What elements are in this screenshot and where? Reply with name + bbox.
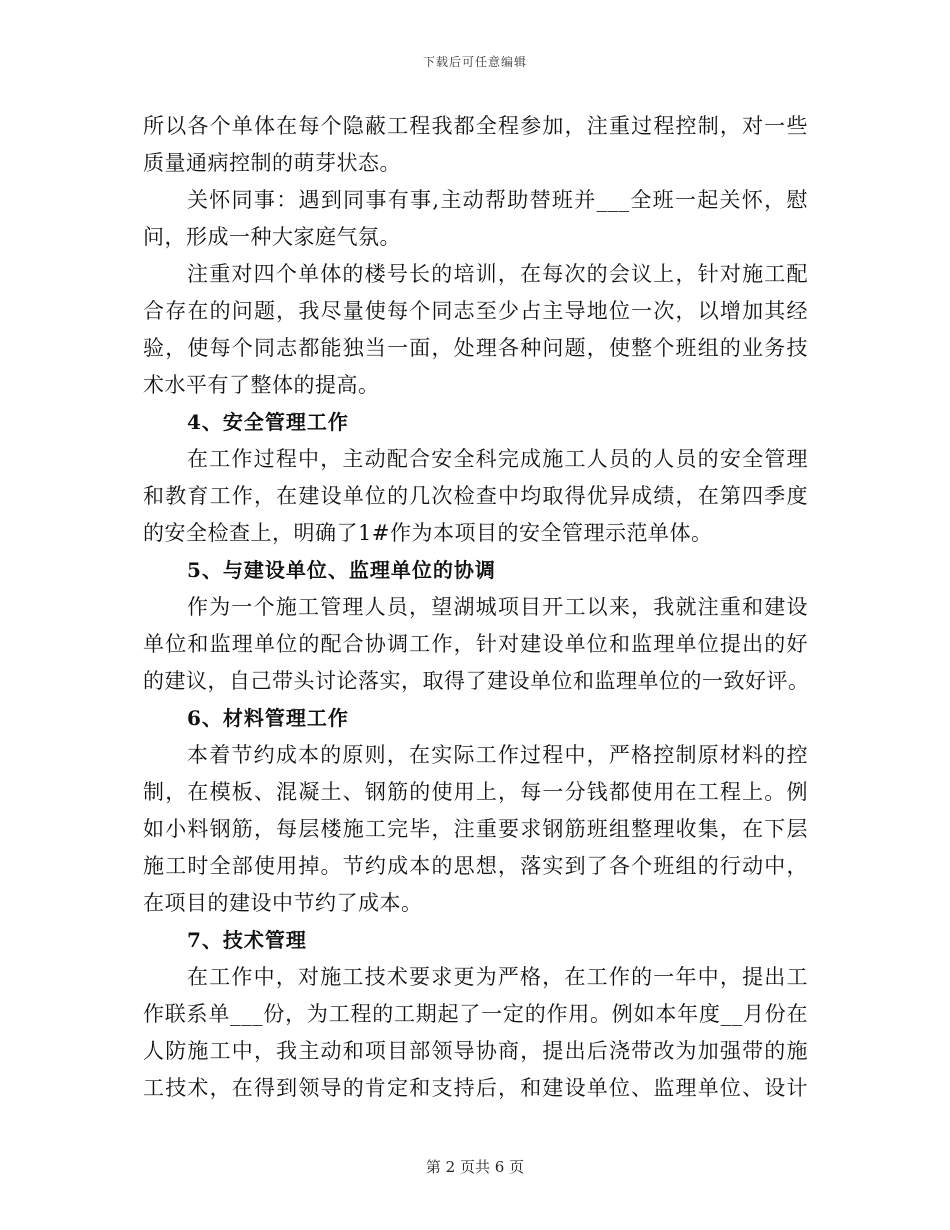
text-line: 本着节约成本的原则，在实际工作过程中，严格控制原材料的控 xyxy=(187,743,808,767)
text-line: 关怀同事：遇到同事有事,主动帮助替班并___全班一起关怀，慰 xyxy=(187,188,808,212)
paragraph xyxy=(143,108,808,182)
text-line: 注重对四个单体的楼号长的培训，在每次的会议上，针对施工配 xyxy=(187,262,808,286)
section-heading: 7、技术管理 xyxy=(187,928,307,952)
text-line: 施工时全部使用掉。节约成本的思想，落实到了各个班组的行动中， xyxy=(143,854,808,878)
text-line: 人防施工中，我主动和项目部领导协商，提出后浇带改为加强带的施 xyxy=(143,1039,808,1063)
paragraph xyxy=(143,737,808,922)
text-line: 单位和监理单位的配合协调工作，针对建设单位和监理单位提出的好 xyxy=(143,632,808,656)
page-header: 下载后可任意编辑 xyxy=(422,55,527,69)
text-line: 在工作过程中，主动配合安全科完成施工人员的人员的安全管理 xyxy=(187,447,808,471)
paragraph xyxy=(143,589,808,700)
text-line: 质量通病控制的萌芽状态。 xyxy=(143,151,401,175)
text-line: 的建议，自己带头讨论落实，取得了建设单位和监理单位的一致好评。 xyxy=(143,669,810,693)
paragraph xyxy=(143,959,808,1107)
text-line: 如小料钢筋，每层楼施工完毕，注重要求钢筋班组整理收集，在下层 xyxy=(143,817,808,841)
page-footer: 第 2 页共 6 页 xyxy=(425,1158,525,1176)
text-line: 问，形成一种大家庭气氛。 xyxy=(143,225,401,249)
document-body xyxy=(143,108,808,1107)
section-heading: 4、安全管理工作 xyxy=(187,410,349,434)
text-line: 制，在模板、混凝土、钢筋的使用上，每一分钱都使用在工程上。例 xyxy=(143,780,808,804)
section-heading: 5、与建设单位、监理单位的协调 xyxy=(187,558,496,582)
text-line: 在工作中，对施工技术要求更为严格，在工作的一年中，提出工 xyxy=(187,965,808,989)
text-line: 验，使每个同志都能独当一面，处理各种问题，使整个班组的业务技 xyxy=(143,336,808,360)
paragraph xyxy=(143,441,808,552)
text-line: 在项目的建设中节约了成本。 xyxy=(143,891,423,915)
paragraph xyxy=(143,256,808,404)
text-line: 作为一个施工管理人员，望湖城项目开工以来，我就注重和建设 xyxy=(187,595,808,619)
text-line: 合存在的问题，我尽量使每个同志至少占主导地位一次，以增加其经 xyxy=(143,299,808,323)
text-line: 术水平有了整体的提高。 xyxy=(143,373,380,397)
text-line: 和教育工作，在建设单位的几次检查中均取得优异成绩，在第四季度 xyxy=(143,484,808,508)
text-line: 的安全检查上，明确了1#作为本项目的安全管理示范单体。 xyxy=(143,521,713,545)
text-line: 作联系单___份，为工程的工期起了一定的作用。例如本年度__月份在 xyxy=(143,1002,808,1026)
section-heading: 6、材料管理工作 xyxy=(187,706,349,730)
text-line: 工技术，在得到领导的肯定和支持后，和建设单位、监理单位、设计 xyxy=(143,1076,808,1100)
text-line: 所以各个单体在每个隐蔽工程我都全程参加，注重过程控制，对一些 xyxy=(143,114,808,138)
paragraph xyxy=(143,182,808,256)
